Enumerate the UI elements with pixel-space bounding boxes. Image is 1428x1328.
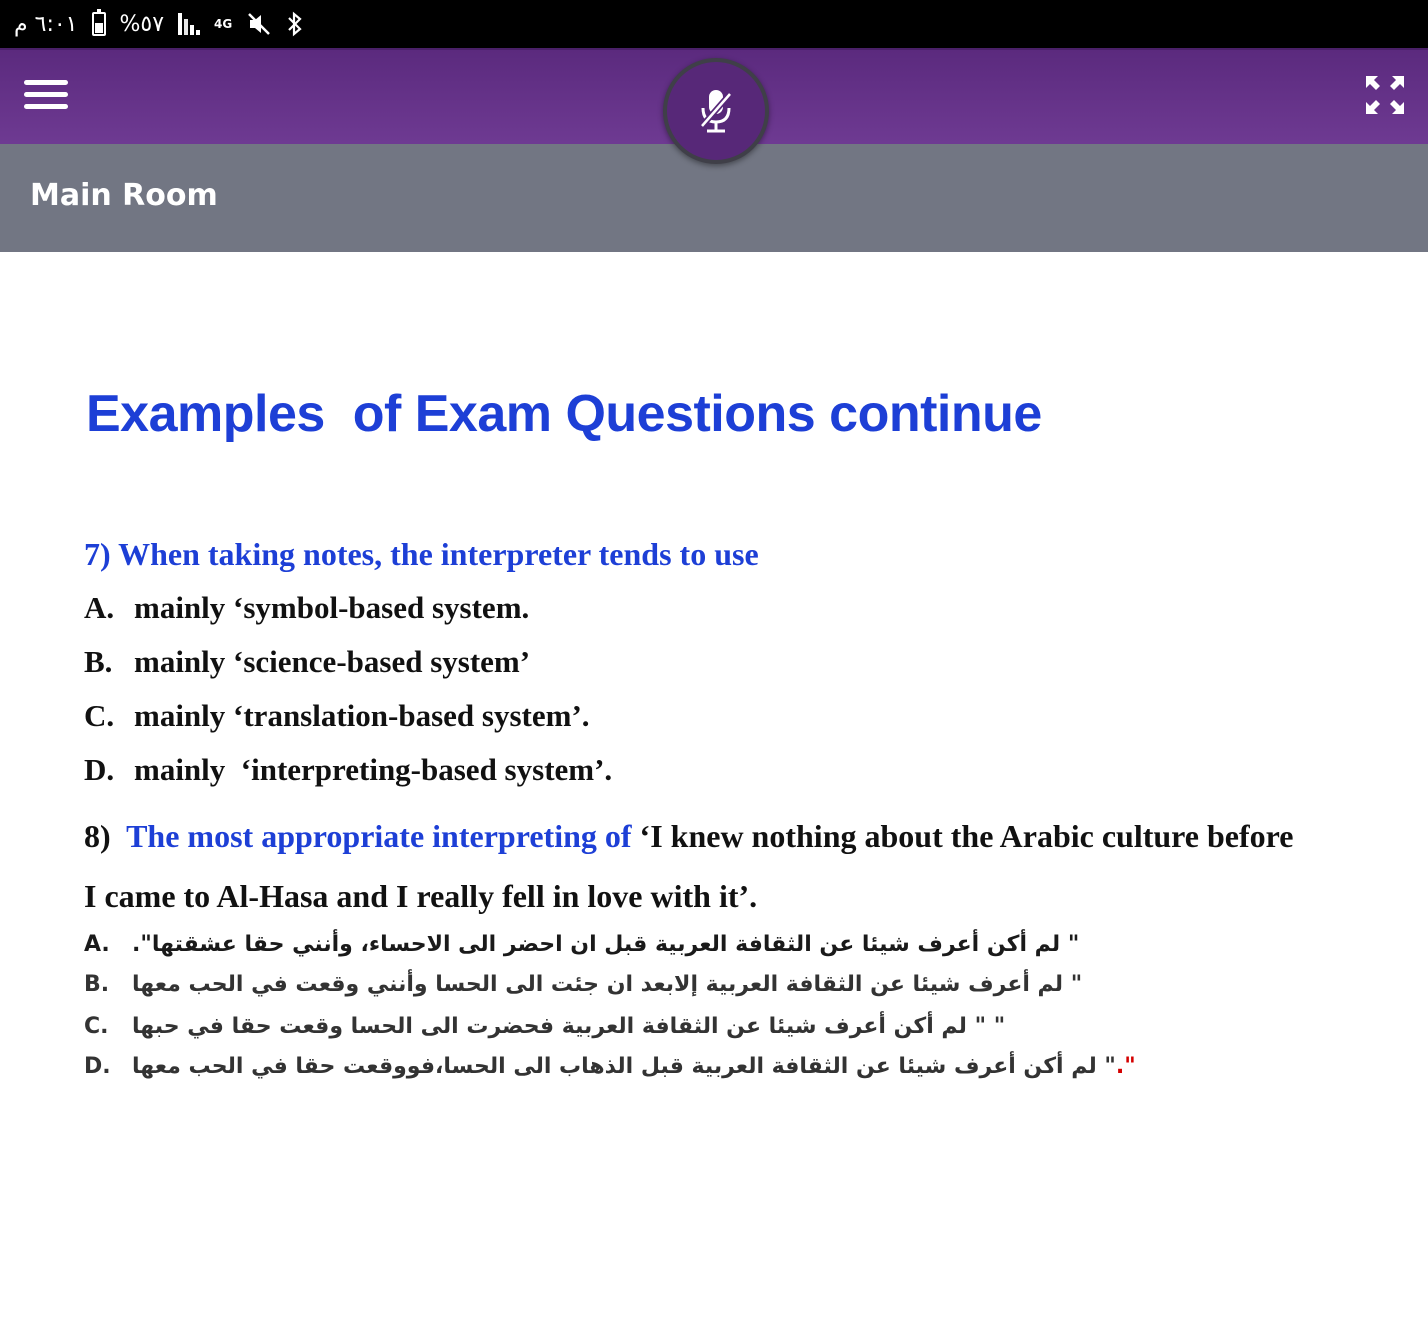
option-text: " لم أكن أعرف شيئا عن الثقافة العربية قبل الذهاب الى الحسا،فووقعت حقا في الحب معها	[132, 1054, 1116, 1079]
question-7-prompt: 7) When taking notes, the interpreter tends to use	[84, 536, 759, 572]
option-letter: D.	[84, 1054, 111, 1079]
mute-icon	[246, 11, 272, 37]
question-8-option-a	[84, 932, 1079, 957]
question-8-prompt	[84, 818, 1293, 855]
question-7-option-a	[84, 590, 529, 626]
question-7-option-d	[84, 752, 612, 788]
question-8-prompt-blue: The most appropriate interpreting of	[126, 818, 640, 854]
option-letter: C.	[84, 698, 115, 733]
option-text: mainly ‘symbol-based system.	[134, 590, 530, 625]
question-8-option-d	[84, 1054, 1136, 1079]
option-text: mainly ‘interpreting-based system’.	[134, 752, 613, 787]
question-8-number: 8)	[84, 818, 111, 854]
status-bar-left	[14, 0, 304, 48]
question-8-prompt-quote: ‘I knew nothing about the Arabic culture before	[639, 818, 1294, 854]
option-suffix: ."	[1115, 1054, 1136, 1079]
fullscreen-icon[interactable]	[1366, 76, 1404, 114]
battery-percent: %٥٧	[119, 11, 165, 37]
question-7-option-b	[84, 644, 530, 680]
question-8-prompt-line2: I came to Al-Hasa and I really fell in love with it’.	[84, 878, 758, 914]
hamburger-menu-icon[interactable]	[24, 76, 68, 112]
question-7-option-c	[84, 698, 590, 734]
status-bar	[0, 0, 1428, 48]
option-text: " " لم أكن أعرف شيئا عن الثقافة العربية فحضرت الى الحسا وقعت حقا في حبها	[132, 1014, 1006, 1039]
option-letter: D.	[84, 752, 115, 787]
question-8-option-b	[84, 972, 1082, 997]
room-title: Main Room	[30, 178, 218, 213]
mic-muted-icon	[694, 86, 738, 136]
mic-muted-button[interactable]	[663, 58, 769, 164]
network-label: 4G	[214, 16, 233, 31]
signal-icon	[178, 13, 200, 35]
option-letter: B.	[84, 972, 110, 997]
option-text: " لم أكن أعرف شيئا عن الثقافة العربية قبل ان احضر الى الاحساء، وأنني حقا عشقتها".	[132, 932, 1080, 957]
slide-title: Examples of Exam Questions continue	[86, 385, 1042, 443]
option-letter: B.	[84, 644, 113, 679]
option-text: " لم أعرف شيئا عن الثقافة العربية إلابعد ان جئت الى الحسا وأنني وقعت في الحب معها	[132, 972, 1083, 997]
battery-icon	[92, 12, 106, 36]
option-letter: A.	[84, 932, 110, 957]
status-time: ٦:٠١ م	[14, 11, 78, 37]
bluetooth-icon	[286, 11, 304, 37]
option-text: mainly ‘science-based system’	[134, 644, 531, 679]
presentation-slide	[0, 252, 1428, 1328]
option-letter: C.	[84, 1014, 109, 1039]
network-4g-icon	[214, 16, 233, 31]
option-letter: A.	[84, 590, 115, 625]
option-text: mainly ‘translation-based system’.	[134, 698, 590, 733]
question-8-option-c	[84, 1014, 1005, 1039]
